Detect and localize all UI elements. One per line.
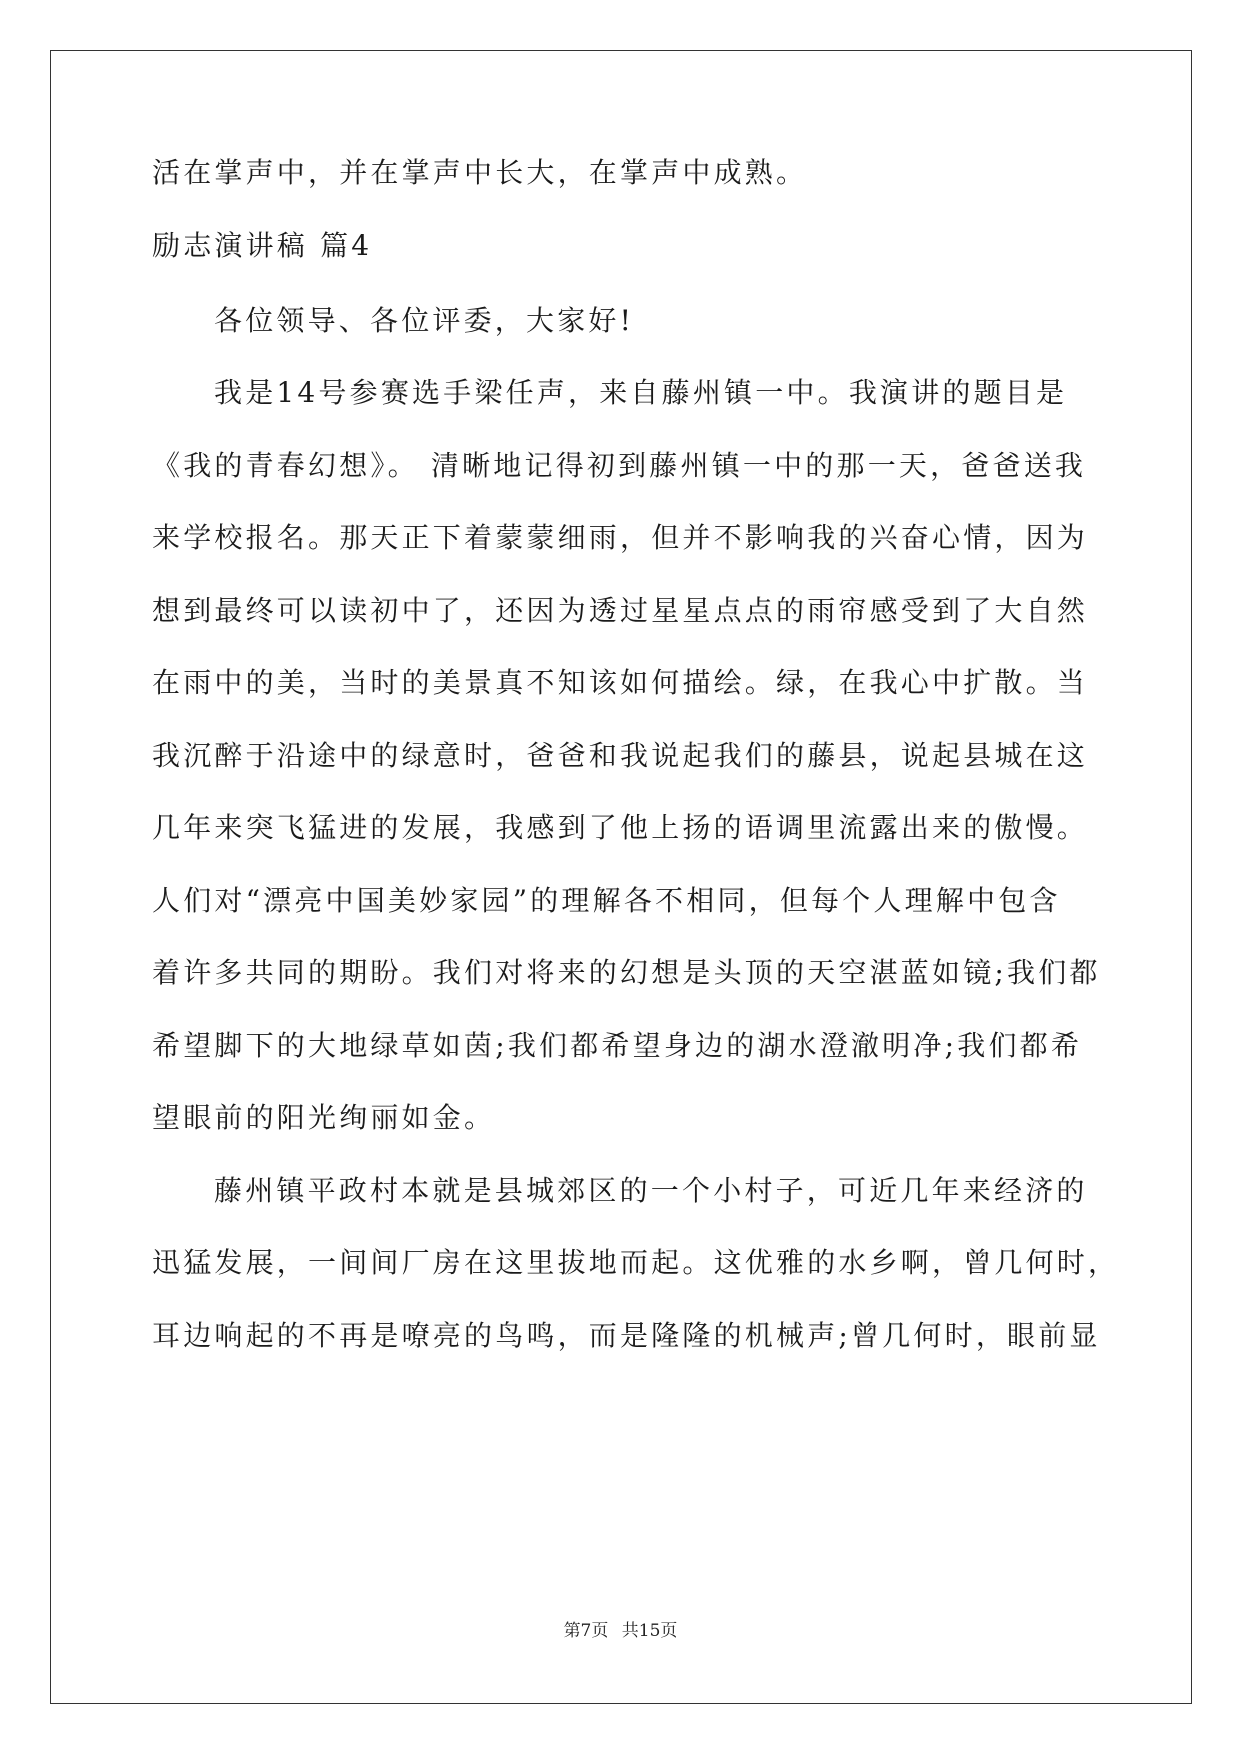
- body-line: 几年来突飞猛进的发展，我感到了他上扬的语调里流露出来的傲慢。: [152, 811, 1089, 844]
- body-line: 我是14号参赛选手梁任声，来自藤州镇一中。我演讲的题目是: [214, 376, 1068, 409]
- body-line: 《我的青春幻想》。 清晰地记得初到藤州镇一中的那一天，爸爸送我: [152, 449, 1087, 482]
- body-line: 耳边响起的不再是嘹亮的鸟鸣，而是隆隆的机械声;曾几何时，眼前显: [152, 1319, 1101, 1352]
- page-border: [50, 50, 1192, 1704]
- page-total: 共15页: [621, 1621, 678, 1641]
- body-line: 来学校报名。那天正下着蒙蒙细雨，但并不影响我的兴奋心情，因为: [152, 521, 1089, 554]
- body-line: 迅猛发展，一间间厂房在这里拔地而起。这优雅的水乡啊，曾几何时，: [152, 1246, 1120, 1279]
- body-line: 人们对“漂亮中国美妙家园”的理解各不相同，但每个人理解中包含: [152, 884, 1061, 917]
- body-line: 想到最终可以读初中了，还因为透过星星点点的雨帘感受到了大自然: [152, 594, 1089, 627]
- greeting-line: 各位领导、各位评委，大家好!: [214, 304, 635, 337]
- page-number: 第7页: [563, 1621, 609, 1641]
- body-line: 活在掌声中，并在掌声中长大，在掌声中成熟。: [152, 156, 808, 189]
- body-line: 望眼前的阳光绚丽如金。: [152, 1101, 496, 1134]
- page-footer: [0, 1619, 1241, 1643]
- body-line: 希望脚下的大地绿草如茵;我们都希望身边的湖水澄澈明净;我们都希: [152, 1029, 1083, 1062]
- section-heading: 励志演讲稿 篇4: [152, 229, 373, 262]
- body-line: 藤州镇平政村本就是县城郊区的一个小村子，可近几年来经济的: [214, 1174, 1088, 1207]
- body-line: 着许多共同的期盼。我们对将来的幻想是头顶的天空湛蓝如镜;我们都: [152, 956, 1101, 989]
- body-line: 我沉醉于沿途中的绿意时，爸爸和我说起我们的藤县，说起县城在这: [152, 739, 1089, 772]
- body-line: 在雨中的美，当时的美景真不知该如何描绘。绿，在我心中扩散。当: [152, 666, 1089, 699]
